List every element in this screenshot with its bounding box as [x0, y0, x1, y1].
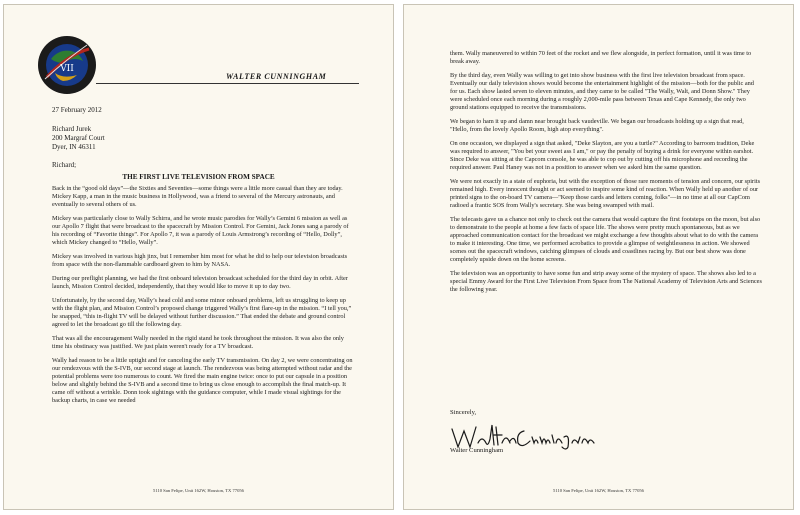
page-footer-address: 5110 San Felipe, Unit 162W, Houston, TX 77056	[553, 488, 644, 493]
signer-name: Walter Cunningham	[450, 447, 504, 454]
paragraph: On one occasion, we displayed a sign that asked, "Deke Slayton, are you a turtle?" According to barroom tradition, Deke was required to answer, "You bet your sweet ass I am," or pay the penalty of buying a drink for everyone within earshot. Since Deke was sitting at the Capcom console, he was able to cop out by cutting off his microphone and recording the required answer. Paul Haney was not in a position to answer when we asked him the same question.	[450, 140, 755, 171]
letterhead-rule	[96, 83, 359, 84]
paragraph: During our preflight planning, we had the first onboard television broadcast scheduled for the third day in orbit. After launch, Mission Control decided, independently, that they would like to move it up to day two.	[52, 275, 348, 290]
paragraph: The television was an opportunity to have some fun and strip away some of the mystery of space. The shows also led to a special Emmy Award for the First Live Television From Space from The National Academy of Television Arts and Sciences the following year.	[450, 270, 762, 293]
apollo-7-mission-patch-icon	[37, 35, 97, 95]
letterhead-author: WALTER CUNNINGHAM	[226, 72, 327, 81]
paragraph: Mickey was involved in various high jinx, but I remember him most for what he did to help our television broadcasts from space with the non-flammable cardboard given to him by NASA.	[52, 253, 348, 268]
address-line: Richard Jurek	[52, 125, 92, 133]
letter-page-2	[403, 4, 794, 510]
paragraph: By the third day, even Wally was willing to get into show business with the first live television broadcast from space. Eventually our daily television shows would become the entertainment highlight of the mission—both for the public and for us. Each show lasted seven to eleven minutes, and they came to be called "The Wally, Walt, and Donn Show." They were scheduled once each morning during a roughly 2,000-mile pass between Texas and Cape Kennedy, the only two ground stations equipped to receive the transmissions.	[450, 72, 754, 111]
paragraph: them. Wally maneuvered to within 70 feet of the rocket and we flew alongside, in perfect formation, until it was time to break away.	[450, 50, 752, 65]
letter-body-page-2	[450, 50, 762, 300]
letter-date: 27 February 2012	[52, 106, 102, 114]
paragraph: We were not exactly in a state of euphoria, but with the exception of those rare moments of tension and concern, our spirits remained high. Every innocent thought or act seemed to inspire some kind of reaction. When Wally held up another of our printed signs to the on-board TV camera—"Keep those cards and letters coming, folks"—in no time at all our CapCom radioed a frantic SOS from Wally's secretary. She was being swamped with mail.	[450, 178, 761, 209]
letter-title: THE FIRST LIVE TELEVISION FROM SPACE	[122, 173, 275, 181]
address-line: Dyer, IN 46311	[52, 143, 96, 151]
paragraph: Back in the “good old days”—the Sixties and Seventies—some things were a little more casual than they are today. Mickey Kapp, a man in the music business in Hollywood, was a friend to several of the Mercury astronauts, and eventually to several others of us.	[52, 185, 343, 208]
page-footer-address: 5110 San Felipe, Unit 162W, Houston, TX 77056	[153, 488, 244, 493]
salutation: Richard;	[52, 161, 77, 169]
recipient-address	[52, 125, 105, 152]
paragraph: Mickey was particularly close to Wally Schirra, and he wrote music parodies for Wally’s Gemini 6 mission as well as our Apollo 7 flight that were broadcast to the spacecraft by Mission Control. For Gemini, Jack Jones sang a parody of his recording of “Favorite things”. For Apollo 7, it was a parody of Louis Armstrong’s recording of “Hello, Dolly”, which Mickey changed to “Hello, Wally”.	[52, 215, 349, 246]
svg-text:VII: VII	[60, 64, 74, 74]
address-line: 200 Margraf Court	[52, 134, 105, 142]
letter-body-page-1	[52, 185, 355, 411]
paragraph: The telecasts gave us a chance not only to check out the camera that would capture the first footsteps on the moon, but also to demonstrate to the people at home a few facts of space life. The shows were pretty much spontaneous, but as we approached communication contact for the broadcast we might exchange a few thoughts about what to do with the camera to make it interesting. One time, we performed acrobatics to provide a glimpse of weightlessness in action. We showed scenes out the spacecraft windows, catching glimpses of clouds and coastlines racing by. But our best show was done completely upside down on the home screens.	[450, 216, 761, 263]
letter-page-1	[3, 4, 394, 510]
paragraph: Wally had reason to be a little uptight and for canceling the early TV transmission. On day 2, we were concentrating on our rendezvous with the S-IVB, our second stage at launch. The rendezvous was being attempted without radar and the potential problems were too numerous to count. We fired the main engine twice: once to put our capsule in a position below and slightly behind the S-IVB and a second time to bring us close enough to accomplish the final match-up. It came off without a wrinkle. Donn took sightings with the guidance computer, while I made visual sightings for the backup charts, in case we needed	[52, 357, 353, 404]
paragraph: That was all the encouragement Wally needed in the rigid stand he took throughout the mission. It was also the only time his obstinacy was justified. We just plain weren't ready for a TV broadcast.	[52, 335, 344, 350]
paragraph: We began to ham it up and damn near brought back vaudeville. We began our broadcasts holding up a sign that read, "Hello, from the lovely Apollo Room, high atop everything".	[450, 118, 744, 133]
closing: Sincerely,	[450, 409, 477, 416]
paragraph: Unfortunately, by the second day, Wally’s head cold and some minor onboard problems, left us struggling to keep up with the flight plan, and Mission Control’s proposed change triggered Wally’s first flare-up in the mission. “I tell you,” he snapped, “this in-flight TV will be delayed without further discussion.” That ended the debate and ground control agreed to let the broadcast go till the following day.	[52, 297, 352, 328]
